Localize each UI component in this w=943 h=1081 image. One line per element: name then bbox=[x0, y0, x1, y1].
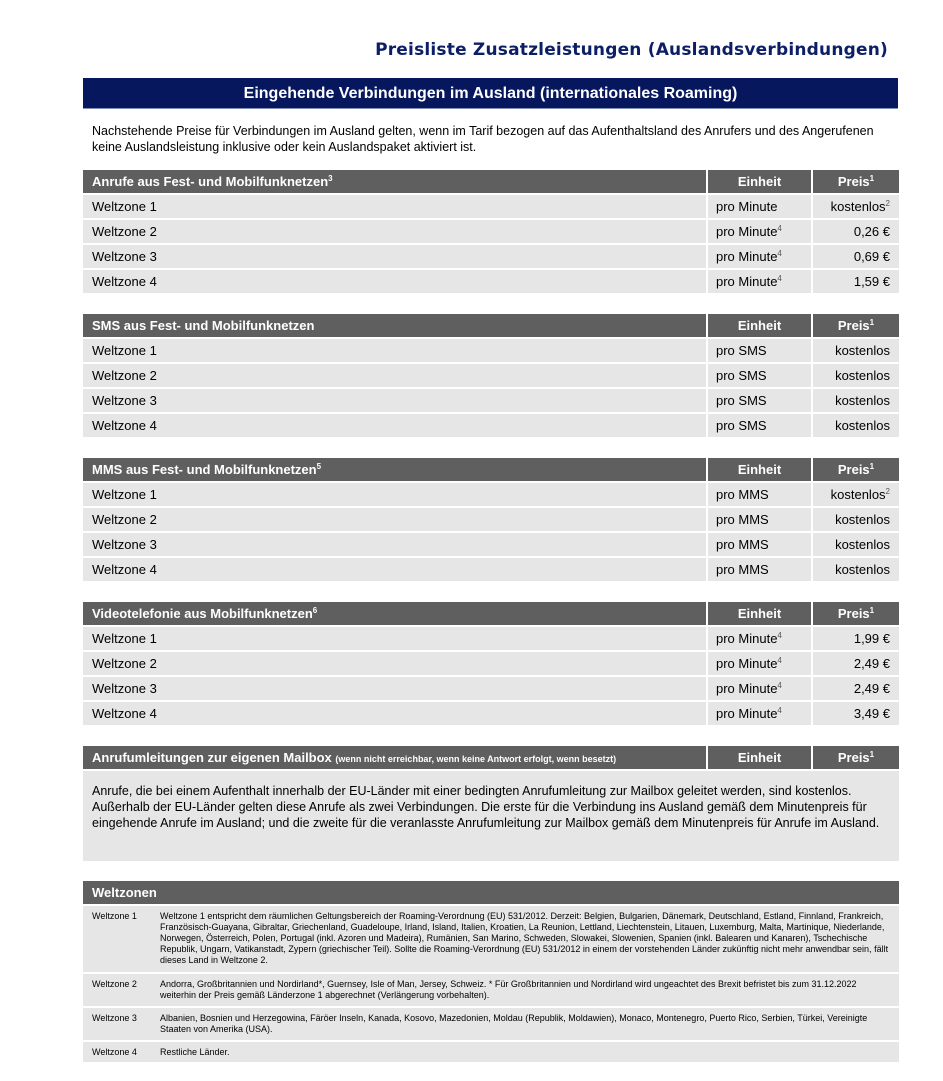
price-value: 0,26 € bbox=[853, 224, 890, 239]
weltzone-label: Weltzone 1 bbox=[92, 911, 137, 921]
table-row bbox=[83, 220, 899, 245]
price-header bbox=[813, 170, 899, 193]
unit-footnote: 4 bbox=[777, 706, 782, 715]
price-cell bbox=[813, 627, 899, 650]
unit-value: pro Minute bbox=[716, 224, 778, 239]
header-footnote: 5 bbox=[316, 462, 322, 471]
unit-cell bbox=[708, 508, 811, 531]
price-value: 1,99 € bbox=[853, 631, 890, 646]
unit-header-label: Einheit bbox=[737, 318, 782, 333]
table-row bbox=[83, 245, 899, 270]
unit-value: pro SMS bbox=[716, 418, 767, 433]
zone-cell: Weltzone 2 bbox=[83, 220, 706, 243]
mailbox-table bbox=[83, 746, 899, 771]
zone-cell: Weltzone 2 bbox=[83, 508, 706, 531]
zone-cell: Weltzone 2 bbox=[83, 364, 706, 387]
unit-cell bbox=[708, 195, 811, 218]
unit-footnote: 4 bbox=[777, 631, 782, 640]
price-cell bbox=[813, 652, 899, 675]
price-cell bbox=[813, 533, 899, 556]
mailbox-price-header bbox=[813, 746, 899, 769]
price-header-label: Preis bbox=[837, 174, 870, 189]
mailbox-header-title: Anrufumleitungen zur eigenen Mailbox bbox=[92, 750, 332, 765]
weltzone-label: Weltzone 3 bbox=[92, 1013, 137, 1023]
table-row bbox=[83, 533, 899, 558]
table-row bbox=[83, 558, 899, 583]
table-header-row bbox=[83, 458, 899, 483]
weltzone-text: Albanien, Bosnien und Herzegowina, Färöer Inseln, Kanada, Kosovo, Mazedonien, Moldau (Republik, Moldawien), Monaco, Montenegro, Puerto Rico, Serbien, Türkei, Vereinigte Staaten von Amerika (USA). bbox=[160, 1013, 868, 1034]
price-value: 2,49 € bbox=[853, 656, 890, 671]
table-row bbox=[83, 339, 899, 364]
price-value: kostenlos bbox=[835, 512, 890, 527]
zone-cell: Weltzone 1 bbox=[83, 195, 706, 218]
price-value: kostenlos bbox=[835, 562, 890, 577]
unit-value: pro Minute bbox=[716, 656, 778, 671]
table-row bbox=[83, 364, 899, 389]
price-cell bbox=[813, 414, 899, 437]
table-row bbox=[83, 483, 899, 508]
unit-cell bbox=[708, 558, 811, 581]
unit-value: pro Minute bbox=[716, 249, 778, 264]
price-value: 0,69 € bbox=[853, 249, 890, 264]
price-header-label: Preis bbox=[837, 462, 870, 477]
zone-cell: Weltzone 4 bbox=[83, 414, 706, 437]
zone-cell: Weltzone 3 bbox=[83, 389, 706, 412]
table-row bbox=[83, 414, 899, 439]
unit-value: pro Minute bbox=[716, 706, 778, 721]
unit-value: pro SMS bbox=[716, 368, 767, 383]
table-row bbox=[83, 677, 899, 702]
price-footnote: 1 bbox=[869, 462, 875, 471]
unit-header bbox=[708, 314, 811, 337]
unit-cell bbox=[708, 627, 811, 650]
unit-header-label: Einheit bbox=[737, 606, 782, 621]
weltzone-row bbox=[83, 1008, 899, 1040]
unit-cell bbox=[708, 702, 811, 725]
zone-cell: Weltzone 1 bbox=[83, 627, 706, 650]
price-value: kostenlos bbox=[830, 199, 886, 214]
table-row bbox=[83, 270, 899, 295]
unit-footnote: 4 bbox=[777, 656, 782, 665]
unit-value: pro SMS bbox=[716, 343, 767, 358]
table-header-title bbox=[83, 314, 706, 337]
price-cell bbox=[813, 339, 899, 362]
zone-cell: Weltzone 4 bbox=[83, 702, 706, 725]
unit-cell bbox=[708, 414, 811, 437]
price-value: kostenlos bbox=[835, 418, 890, 433]
table-row bbox=[83, 508, 899, 533]
unit-header bbox=[708, 170, 811, 193]
zone-cell: Weltzone 3 bbox=[83, 677, 706, 700]
unit-value: pro MMS bbox=[716, 512, 769, 527]
unit-cell bbox=[708, 652, 811, 675]
unit-cell bbox=[708, 270, 811, 293]
weltzone-row bbox=[83, 906, 899, 972]
price-value: kostenlos bbox=[835, 537, 890, 552]
mailbox-unit-header bbox=[708, 746, 811, 769]
unit-footnote: 4 bbox=[777, 681, 782, 690]
price-footnote: 2 bbox=[885, 199, 890, 208]
table-row bbox=[83, 389, 899, 414]
price-header bbox=[813, 602, 899, 625]
price-footnote: 1 bbox=[869, 318, 875, 327]
mailbox-text: Anrufe, die bei einem Aufenthalt innerhalb der EU-Länder mit einer bedingten Anrufumleitung zur Mailbox geleitet werden, sind kostenlos. Außerhalb der EU-Länder gelten diese Anrufe als zwei Verbindungen. Die erste für die Verbindung ins Ausland gemäß dem Minutenpreis für eingehende Anrufe im Ausland; und die zweite für die veranlasste Anrufumleitung zur Mailbox gemäß dem Minutenpreis für Anrufe im Ausland. bbox=[83, 771, 899, 861]
unit-cell bbox=[708, 220, 811, 243]
mailbox-header-row bbox=[83, 746, 899, 771]
unit-header-label: Einheit bbox=[737, 750, 782, 765]
weltzone-row bbox=[83, 1042, 899, 1062]
table-header-label: Anrufe aus Fest- und Mobilfunknetzen bbox=[92, 174, 329, 189]
price-value: kostenlos bbox=[835, 343, 890, 358]
table-header-title bbox=[83, 170, 706, 193]
unit-cell bbox=[708, 533, 811, 556]
price-value: kostenlos bbox=[830, 487, 886, 502]
price-value: 1,59 € bbox=[853, 274, 890, 289]
unit-header bbox=[708, 602, 811, 625]
table-header-row bbox=[83, 314, 899, 339]
price-header-label: Preis bbox=[837, 318, 870, 333]
price-cell bbox=[813, 677, 899, 700]
unit-value: pro Minute bbox=[716, 199, 778, 214]
unit-value: pro MMS bbox=[716, 562, 769, 577]
weltzone-text: Restliche Länder. bbox=[160, 1047, 230, 1057]
unit-footnote: 4 bbox=[777, 249, 782, 258]
table-row bbox=[83, 652, 899, 677]
table-header-label: MMS aus Fest- und Mobilfunknetzen bbox=[92, 462, 317, 477]
unit-value: pro SMS bbox=[716, 393, 767, 408]
price-value: 3,49 € bbox=[853, 706, 890, 721]
unit-cell bbox=[708, 483, 811, 506]
price-cell bbox=[813, 220, 899, 243]
table-header-label: Videotelefonie aus Mobilfunknetzen bbox=[92, 606, 313, 621]
unit-header bbox=[708, 458, 811, 481]
price-value: kostenlos bbox=[835, 393, 890, 408]
unit-footnote: 4 bbox=[777, 274, 782, 283]
price-footnote: 1 bbox=[869, 606, 875, 615]
unit-value: pro MMS bbox=[716, 487, 769, 502]
weltzone-label: Weltzone 4 bbox=[92, 1047, 137, 1057]
table-row bbox=[83, 702, 899, 727]
unit-cell bbox=[708, 339, 811, 362]
header-footnote: 3 bbox=[328, 174, 333, 183]
price-header-label: Preis bbox=[837, 606, 870, 621]
price-header bbox=[813, 458, 899, 481]
weltzone-label: Weltzone 2 bbox=[92, 979, 137, 989]
table-row bbox=[83, 627, 899, 652]
unit-value: pro Minute bbox=[716, 681, 778, 696]
table-header-title bbox=[83, 602, 706, 625]
unit-header-label: Einheit bbox=[737, 462, 782, 477]
unit-footnote: 4 bbox=[777, 224, 782, 233]
price-table bbox=[83, 458, 899, 583]
price-cell bbox=[813, 389, 899, 412]
price-cell bbox=[813, 245, 899, 268]
unit-cell bbox=[708, 677, 811, 700]
weltzone-row bbox=[83, 974, 899, 1006]
weltzone-text: Andorra, Großbritannien und Nordirland*, Guernsey, Isle of Man, Jersey, Schweiz. * Für Großbritannien und Nordirland wird ungeachtet des Brexit befristet bis zum 31.12.2022 weiterhin der Preis gemäß Länderzone 1 abgerechnet (Verlängerung vorbehalten). bbox=[160, 979, 857, 1000]
mailbox-header-note: (wenn nicht erreichbar, wenn keine Antwort erfolgt, wenn besetzt) bbox=[335, 754, 617, 764]
price-cell bbox=[813, 364, 899, 387]
zone-cell: Weltzone 3 bbox=[83, 245, 706, 268]
header-footnote: 6 bbox=[312, 606, 318, 615]
zone-cell: Weltzone 3 bbox=[83, 533, 706, 556]
price-table bbox=[83, 602, 899, 727]
price-cell bbox=[813, 270, 899, 293]
zone-cell: Weltzone 1 bbox=[83, 483, 706, 506]
price-table bbox=[83, 314, 899, 439]
section-banner: Eingehende Verbindungen im Ausland (internationales Roaming) bbox=[83, 78, 898, 109]
weltzone-text: Weltzone 1 entspricht dem räumlichen Geltungsbereich der Roaming-Verordnung (EU) 531/2012. Derzeit: Belgien, Bulgarien, Dänemark, Deutschland, Estland, Finnland, Frankreich, Französisch-Guayana, Gibraltar, Griechenland, Guadeloupe, Irland, Island, Italien, Kroatien, La Reunion, Lettland, Liechtenstein, Litauen, Luxemburg, Malta, Martinique, Niederlande, Norwegen, Österreich, Polen, Portugal (inkl. Azoren und Madeira), Rumänien, San Marino, Schweden, Slowakei, Slowenien, Spanien (inkl. Balearen und Kanaren), Tschechische Republik, Ungarn, Vatikanstadt, Zypern (griechischer Teil). Sollte die Roaming-Verordnung (EU) 531/2012 in einem der vorstehenden Länder zukünftig nicht mehr anwendbar sein, fällt dieses Land in Weltzone 2. bbox=[160, 911, 889, 965]
price-cell bbox=[813, 483, 899, 506]
intro-text: Nachstehende Preise für Verbindungen im Ausland gelten, wenn im Tarif bezogen auf das Aufenthaltsland des Anrufers und des Angerufenen keine Auslandsleistung inklusive oder kein Auslandspaket aktiviert ist. bbox=[92, 124, 874, 154]
table-header-row bbox=[83, 602, 899, 627]
unit-value: pro Minute bbox=[716, 274, 778, 289]
price-header-label: Preis bbox=[837, 750, 870, 765]
zone-cell: Weltzone 2 bbox=[83, 652, 706, 675]
unit-cell bbox=[708, 245, 811, 268]
weltzonen-header: Weltzonen bbox=[83, 881, 899, 904]
price-table bbox=[83, 170, 899, 295]
unit-cell bbox=[708, 389, 811, 412]
mailbox-header bbox=[83, 746, 706, 769]
table-header-row bbox=[83, 170, 899, 195]
price-footnote: 1 bbox=[869, 750, 875, 759]
price-header bbox=[813, 314, 899, 337]
unit-header-label: Einheit bbox=[737, 174, 782, 189]
price-value: kostenlos bbox=[835, 368, 890, 383]
zone-cell: Weltzone 4 bbox=[83, 558, 706, 581]
unit-value: pro MMS bbox=[716, 537, 769, 552]
table-row bbox=[83, 195, 899, 220]
price-footnote: 2 bbox=[885, 487, 890, 496]
price-cell bbox=[813, 508, 899, 531]
table-header-title bbox=[83, 458, 706, 481]
table-header-label: SMS aus Fest- und Mobilfunknetzen bbox=[92, 318, 315, 333]
price-cell bbox=[813, 702, 899, 725]
price-footnote: 1 bbox=[869, 174, 875, 183]
price-cell bbox=[813, 558, 899, 581]
unit-cell bbox=[708, 364, 811, 387]
unit-value: pro Minute bbox=[716, 631, 778, 646]
price-value: 2,49 € bbox=[853, 681, 890, 696]
zone-cell: Weltzone 1 bbox=[83, 339, 706, 362]
page-title: Preisliste Zusatzleistungen (Auslandsverbindungen) bbox=[375, 40, 888, 60]
zone-cell: Weltzone 4 bbox=[83, 270, 706, 293]
price-cell bbox=[813, 195, 899, 218]
